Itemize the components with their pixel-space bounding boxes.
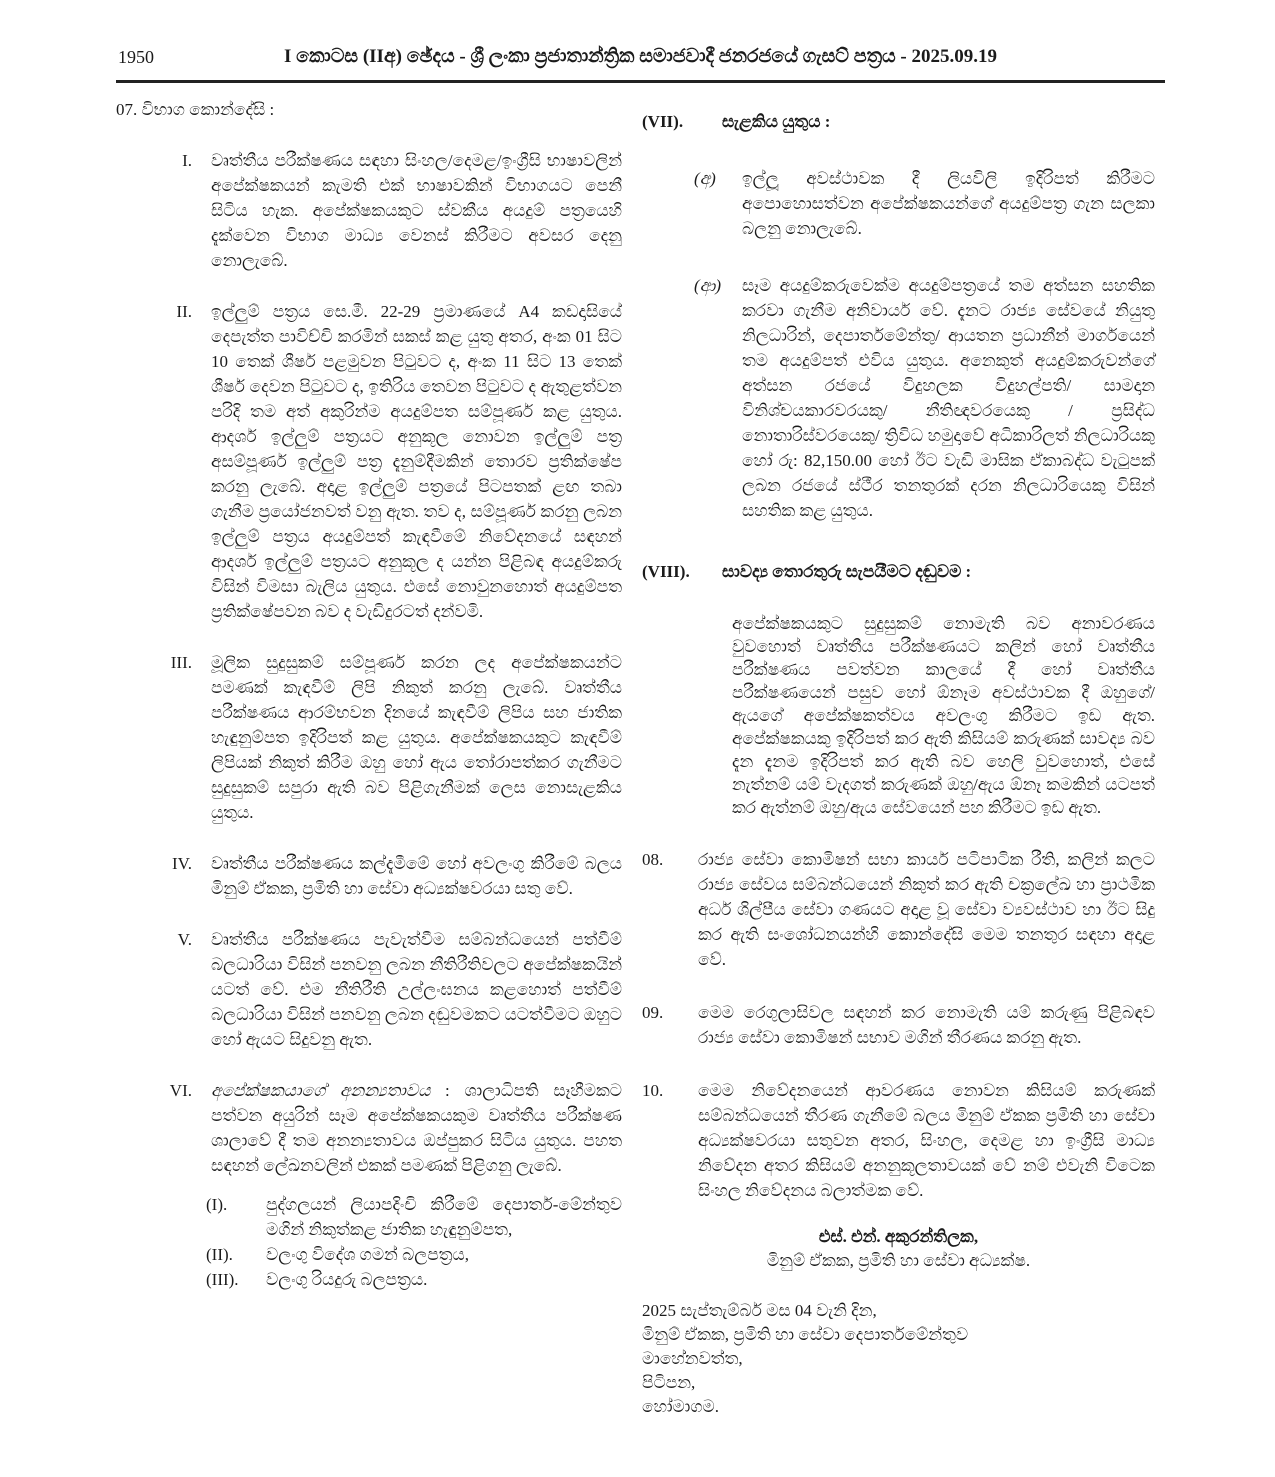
- issued-block: [642, 1299, 1155, 1419]
- condition-item-5-label: V.: [177, 930, 192, 949]
- clause-08: [642, 847, 1155, 972]
- section-viii-heading: [642, 559, 1155, 584]
- right-column: [642, 97, 1155, 1419]
- condition-item-6-label: VI.: [169, 1081, 192, 1100]
- vii-item-aa-label: (ආ): [694, 276, 721, 295]
- section-viii-body: අපේක්ෂකයකුට සුදුසුකම් නොමැති බව අනාවරණය වුවහොත් වෘත්තීය පරීක්ෂණයට කලින් හෝ වෘත්තීය පරීක්ෂණය පවත්වන කාලයේ දී හෝ වෘත්තීය පරීක්ෂණයෙන් පසුව හෝ ඕනෑම අවස්ථාවක දී ඔහුගේ/ඇයගේ අපේක්ෂකත්වය අවලංගු කිරීමට ඉඩ ඇත. අපේක්ෂකයකු ඉදිරිපත් කර ඇති කිසියම් කරුණක් සාවද්‍ය බව දැන දැනම ඉදිරිපත් කර ඇති බව හෙලි වුවහොත්, එසේ නැත්නම් යම් වැදගත් කරුණක් ඔහු/ඇය ඕනෑ කමකින් යටපත් කර ඇත්නම් ඔහු/ඇය සේවයෙන් පහ කිරීමට ඉඩ ඇත.: [732, 614, 1155, 817]
- signatory-title: මිනුම් ඒකක, ප්‍රමිති හා සේවා අධ්‍යක්ෂ.: [766, 1251, 1031, 1270]
- header-rule: [116, 80, 1165, 83]
- issued-address-line: මාහේනවත්ත,: [642, 1349, 743, 1368]
- issued-date-line: 2025 සැප්තැම්බර් මස 04 වැනි දින,: [642, 1301, 877, 1320]
- page-number: 1950: [118, 47, 154, 67]
- masthead-title: I කොටස (IIඅ) ඡේදය - ශ්‍රී ලංකා ප්‍රජාතාන්ත්‍රික සමාජවාදී ජනරජයේ ගැසට් පත්‍රය - 2025.09.19: [284, 46, 997, 67]
- masthead: [116, 44, 1165, 70]
- condition-item-2-text: ඉල්ලුම් පත්‍රය සෙ.මී. 22-29 ප්‍රමාණයේ A4 කඩදාසියේ දෙපැත්ත පාවිච්චි කරමින් සකස් කළ යුතු අතර, අංක 01 සිට 10 තෙක් ශීර්ෂ පළමුවන පිටුවට ද, අංක 11 සිට 13 තෙක් ශීර්ෂ දෙවන පිටුවට ද, ඉතිරිය තෙවන පිටුවට ද ඇතුළත්වන පරිදි තම අත් අකුරින්ම අයදුම්පත සම්පූර්ණ කළ යුතුය. ආදර්ශ ඉල්ලුම් පත්‍රයට අනුකූල නොවන ඉල්ලුම් පත්‍ර අසම්පූර්ණ ඉල්ලුම් පත්‍ර දැනුම්දීමකින් තොරව ප්‍රතික්ෂේප කරනු ලැබේ. අදාළ ඉල්ලුම් පත්‍රයේ පිටපතක් ළඟ තබා ගැනීම ප්‍රයෝජනවත් වනු ඇත. තව ද, සම්පූර්ණ කරනු ලබන ඉල්ලුම් පත්‍රය අයදුම්පත් කැඳවීමේ නිවේදනයේ සඳහන් ආදර්ශ ඉල්ලුම් පත්‍රයට අනුකූල ද යන්න පිළිබඳ අයදුම්කරු විසින් විමසා බැලිය යුතුය. එසේ නොවුනහොත් අයදුම්පත ප්‍රතික්ෂේපවන බව ද වැඩිදුරටත් දන්වමි.: [211, 302, 622, 621]
- condition-item-4-text: වෘත්තීය පරීක්ෂණය කල්දැමීමේ හෝ අවලංගු කිරීමේ බලය මිනුම් ඒකක, ප්‍රමිති හා සේවා අධ්‍යක්ෂවරයා සතු වේ.: [211, 854, 622, 898]
- left-column: [116, 97, 622, 1292]
- section-vii-title: සැළකිය යුතුය :: [722, 112, 831, 131]
- condition-item-1: [116, 148, 622, 273]
- issued-address-line: මිනුම් ඒකක, ප්‍රමිති හා සේවා දෙපාර්තමේන්තුව: [642, 1325, 969, 1344]
- condition-item-3-label: III.: [170, 653, 192, 672]
- vii-item-a-text: ඉල්ලූ අවස්ථාවක දී ලියවිලි ඉදිරිපත් කිරීමට අපොහොසත්වන අපේක්ෂකයන්ගේ අයදුම්පත්‍ර ගැන සලකා බලනු නොලැබේ.: [742, 169, 1155, 238]
- identity-doc-3: [206, 1267, 622, 1292]
- section-vii-heading: [642, 109, 1155, 134]
- identity-doc-2: [206, 1242, 622, 1267]
- clause-09-text: මෙම රෙගුලාසිවල සඳහන් කර නොමැති යම් කරුණු පිළිබඳව රාජ්‍ය සේවා කොමිෂන් සභාව මගින් තීරණය කරනු ඇත.: [698, 1003, 1155, 1047]
- identity-doc-3-text: වලංගු රියදුරු බලපත්‍රය.: [266, 1270, 428, 1289]
- signatory-name: එස්. එන්. අකුරන්තිලක,: [818, 1227, 979, 1246]
- clause-10-label: 10.: [642, 1081, 664, 1100]
- section-viii-label: (VIII).: [642, 562, 690, 581]
- condition-item-6-body: : ශාලාධිපති සෑහීමකට පත්වන අයුරින් සෑම අපේක්ෂකයකුම වෘත්තීය පරීක්ෂණ ශාලාවේ දී තම අනන්‍යතාවය ඔප්පුකර සිටිය යුතුය. පහත සඳහන් ලේඛනවලින් එකක් පමණක් පිළිගනු ලැබේ.: [211, 1081, 622, 1175]
- signature-block: [642, 1225, 1155, 1273]
- clause-08-text: රාජ්‍ය සේවා කොමිෂන් සභා කාර්ය පටිපාටික රීති, කලින් කලට රාජ්‍ය සේවය සම්බන්ධයෙන් නිකුත් කර ඇති චක්‍රලේඛ හා ප්‍රාථමික අර්ධ ශිල්පීය සේවා ගණයට අදාළ වූ සේවා ව්‍යවස්ථාව හා ඊට සිදු කර ඇති සංශෝධනයන්හි කොන්දේසි මෙම තනතුර සඳහා අදාළ වේ.: [698, 850, 1155, 969]
- condition-item-3-text: මූලික සුදුසුකම් සම්පූර්ණ කරන ලද අපේක්ෂකයන්ට පමණක් කැඳවීම් ලිපි නිකුත් කරනු ලැබේ. වෘත්තීය පරීක්ෂණය ආරම්භවන දිනයේ කැඳවීම් ලිපිය සහ ජාතික හැඳුනුම්පත ඉදිරිපත් කළ යුතුය. අපේක්ෂකයකුට කැඳවීම් ලිපියක් නිකුත් කිරීම ඔහු හෝ ඇය තෝරාපත්කර ගැනීමට සුදුසුකම් සපුරා ඇති බව පිළිගැනීමක් ලෙස නොසැළකිය යුතුය.: [211, 653, 622, 822]
- condition-item-1-label: I.: [182, 151, 192, 170]
- condition-item-3: [116, 650, 622, 825]
- condition-item-6: [116, 1078, 622, 1178]
- clause-09-label: 09.: [642, 1003, 664, 1022]
- vii-item-a-label: (අ): [694, 169, 716, 188]
- issued-address-line: පිටිපන,: [642, 1373, 696, 1392]
- condition-item-6-italic-lead: අපේක්ෂකයාගේ අනන්‍යතාවය: [211, 1081, 431, 1100]
- condition-item-5: [116, 927, 622, 1052]
- clause-10: [642, 1078, 1155, 1203]
- condition-item-2-label: II.: [176, 302, 192, 321]
- two-column-body: [116, 97, 1165, 1419]
- identity-doc-2-label: (II).: [206, 1245, 233, 1264]
- condition-item-2: [116, 299, 622, 624]
- vii-item-aa-text: සෑම අයදුම්කරුවෙක්ම අයදුම්පත්‍රයේ තම අත්සන සහතික කරවා ගැනීම අනිවාර්ය වේ. දැනට රාජ්‍ය සේවයේ නියුතු නිලධාරින්, දෙපාර්තමේන්තු/ ආයතන ප්‍රධානීන් මාර්ගයෙන් තම අයදුම්පත් එවිය යුතුය. අනෙකුත් අයදුම්කරුවන්ගේ අත්සන රජයේ විදුහලක විදුහල්පති/ සාමදාන විනිශ්චයකාරවරයකු/ නීතිඥවරයෙකු / ප්‍රසිද්ධ නොතාරිස්වරයෙකු/ ත්‍රිවිධ හමුදාවේ අධිකාරිලත් නිලධාරියකු හෝ රු: 82,150.00 හෝ ඊට වැඩි මාසික ඒකාබද්ධ වැටුපක් ලබන රජයේ ස්ථීර තනතුරක් දරන නිලධාරියෙකු විසින් සහතික කළ යුතුය.: [742, 276, 1155, 520]
- vii-item-a: [694, 166, 1155, 241]
- section-viii-title: සාවද්‍ය තොරතුරු සැපයීමට දඬුවම :: [722, 562, 972, 581]
- condition-item-4: [116, 851, 622, 901]
- condition-item-5-text: වෘත්තීය පරීක්ෂණය පැවැත්වීම සම්බන්ධයෙන් පත්වීම් බලධාරියා විසින් පනවනු ලබන නීතිරීතිවලට අපේක්ෂකයින් යටත් වේ. එම නීතිරීති උල්ලංඝනය කළහොත් පත්වීම් බලධාරියා විසින් පනවනු ලබන දඬුවමකට යටත්වීමට ඔහුට හෝ ඇයට සිදුවනු ඇත.: [211, 930, 622, 1049]
- clause-10-text: මෙම නිවේදනයෙන් ආවරණය නොවන කිසියම් කරුණක් සම්බන්ධයෙන් තීරණ ගැනීමේ බලය මිනුම් ඒකක ප්‍රමිති හා සේවා අධ්‍යක්ෂවරයා සතුවන අතර, සිංහල, දෙමළ හා ඉංග්‍රීසි මාධ්‍ය නිවේදන අතර කිසියම් අනනුකූලතාවයක් වේ නම් එවැනි විටෙක සිංහල නිවේදනය බලාත්මක වේ.: [698, 1081, 1155, 1200]
- vii-item-aa: [694, 273, 1155, 523]
- clause-08-label: 08.: [642, 850, 664, 869]
- identity-doc-2-text: වලංගු විදේශ ගමන් බලපත්‍රය,: [266, 1245, 470, 1264]
- section-heading-exam-conditions: 07. විභාග කොන්දේසි :: [116, 100, 275, 119]
- clause-09: [642, 1000, 1155, 1050]
- identity-doc-3-label: (III).: [206, 1270, 239, 1289]
- identity-doc-1-label: (I).: [206, 1195, 228, 1214]
- identity-doc-1: [206, 1192, 622, 1242]
- identity-document-list: [206, 1192, 622, 1292]
- condition-item-4-label: IV.: [172, 854, 192, 873]
- issued-address-line: හෝමාගම.: [642, 1397, 719, 1416]
- condition-item-6-text: [211, 1078, 622, 1178]
- identity-doc-1-text: පුද්ගලයන් ලියාපදිංචි කිරීමේ දෙපාර්ත-මේන්තුව මගින් නිකුත්කළ ජාතික හැඳුනුම්පත,: [266, 1195, 622, 1239]
- condition-item-1-text: වෘත්තීය පරීක්ෂණය සඳහා සිංහල/දෙමළ/ඉංග්‍රීසි භාෂාවලින් අපේක්ෂකයන් කැමති එක් භාෂාවකින් විභාගයට පෙනී සිටිය හැක. අපේක්ෂකයකුට ස්වකීය අයදුම් පත්‍රයෙහි දැක්වෙන විභාග මාධ්‍ය වෙනස් කිරීමට අවසර දෙනු නොලැබේ.: [211, 151, 622, 270]
- section-vii-label: (VII).: [642, 112, 684, 131]
